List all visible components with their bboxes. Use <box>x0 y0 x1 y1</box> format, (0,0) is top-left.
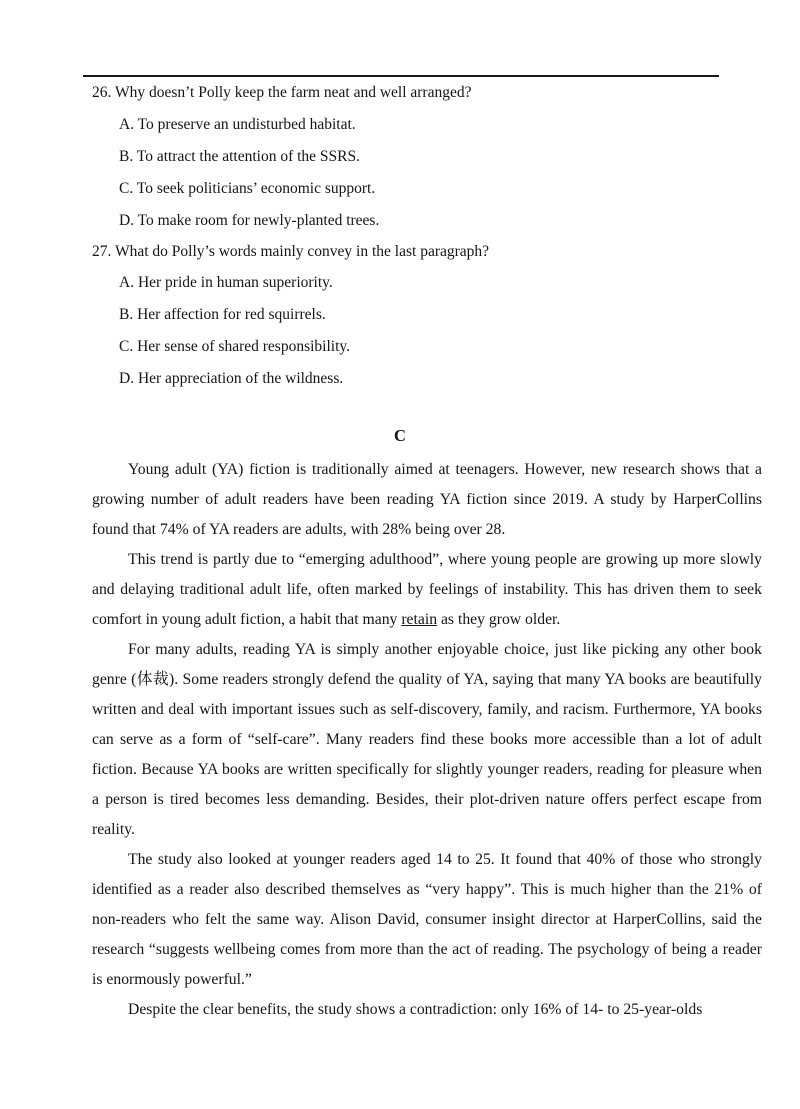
passage-paragraph: Despite the clear benefits, the study shows a contradiction: only 16% of 14- to 25-year-olds <box>128 1001 703 1018</box>
passage-paragraph: Young adult (YA) fiction is traditionally aimed at teenagers. However, new research shows that a growing number of adult readers have been reading YA fiction since 2019. A study by HarperCollins found that 74% of YA readers are adults, with 28% being over 28. <box>92 461 762 538</box>
paragraph-text-before: This trend is partly due to “emerging adulthood”, where young people are growing up more slowly and delaying traditional adult life, often marked by feelings of instability. This has driven them to seek comfort in young adult fiction, a habit that many <box>92 551 762 628</box>
passage-paragraph: For many adults, reading YA is simply another enjoyable choice, just like picking any other book genre (体裁). Some readers strongly defend the quality of YA, saying that many YA books are beautifully written and deal with important issues such as self-discovery, family, and racism. Furthermore, YA books can serve as a form of “self-care”. Many readers find these books more accessible than a lot of adult fiction. Because YA books are written specifically for slightly younger readers, reading for pleasure when a person is tired becomes less demanding. Besides, their plot-driven nature offers perfect escape from reality. <box>92 641 762 838</box>
underlined-word: retain <box>401 611 438 628</box>
question-26-option-c: C. To seek politicians’ economic support. <box>119 180 376 197</box>
question-27-option-a: A. Her pride in human superiority. <box>119 274 333 291</box>
question-26-option-d: D. To make room for newly-planted trees. <box>119 212 380 229</box>
question-27-stem: 27. What do Polly’s words mainly convey in the last paragraph? <box>92 243 490 260</box>
passage-paragraph-with-underline <box>92 545 762 635</box>
passage-paragraph: The study also looked at younger readers aged 14 to 25. It found that 40% of those who strongly identified as a reader also described themselves as “very happy”. This is much higher than the 21% of non-readers who felt the same way. Alison David, consumer insight director at HarperCollins, said the research “suggests wellbeing comes from more than the act of reading. The psychology of being a reader is enormously powerful.” <box>92 851 762 988</box>
question-26-option-b: B. To attract the attention of the SSRS. <box>119 148 361 165</box>
question-26-option-a: A. To preserve an undisturbed habitat. <box>119 116 356 133</box>
question-27-option-b: B. Her affection for red squirrels. <box>119 306 326 323</box>
top-divider-line <box>83 75 719 77</box>
question-27-option-c: C. Her sense of shared responsibility. <box>119 338 351 355</box>
question-26-stem: 26. Why doesn’t Polly keep the farm neat and well arranged? <box>92 84 472 101</box>
paragraph-text-after: as they grow older. <box>437 611 561 628</box>
section-title: C <box>394 426 406 445</box>
reading-passage <box>92 455 762 1025</box>
question-27-option-d: D. Her appreciation of the wildness. <box>119 370 344 387</box>
